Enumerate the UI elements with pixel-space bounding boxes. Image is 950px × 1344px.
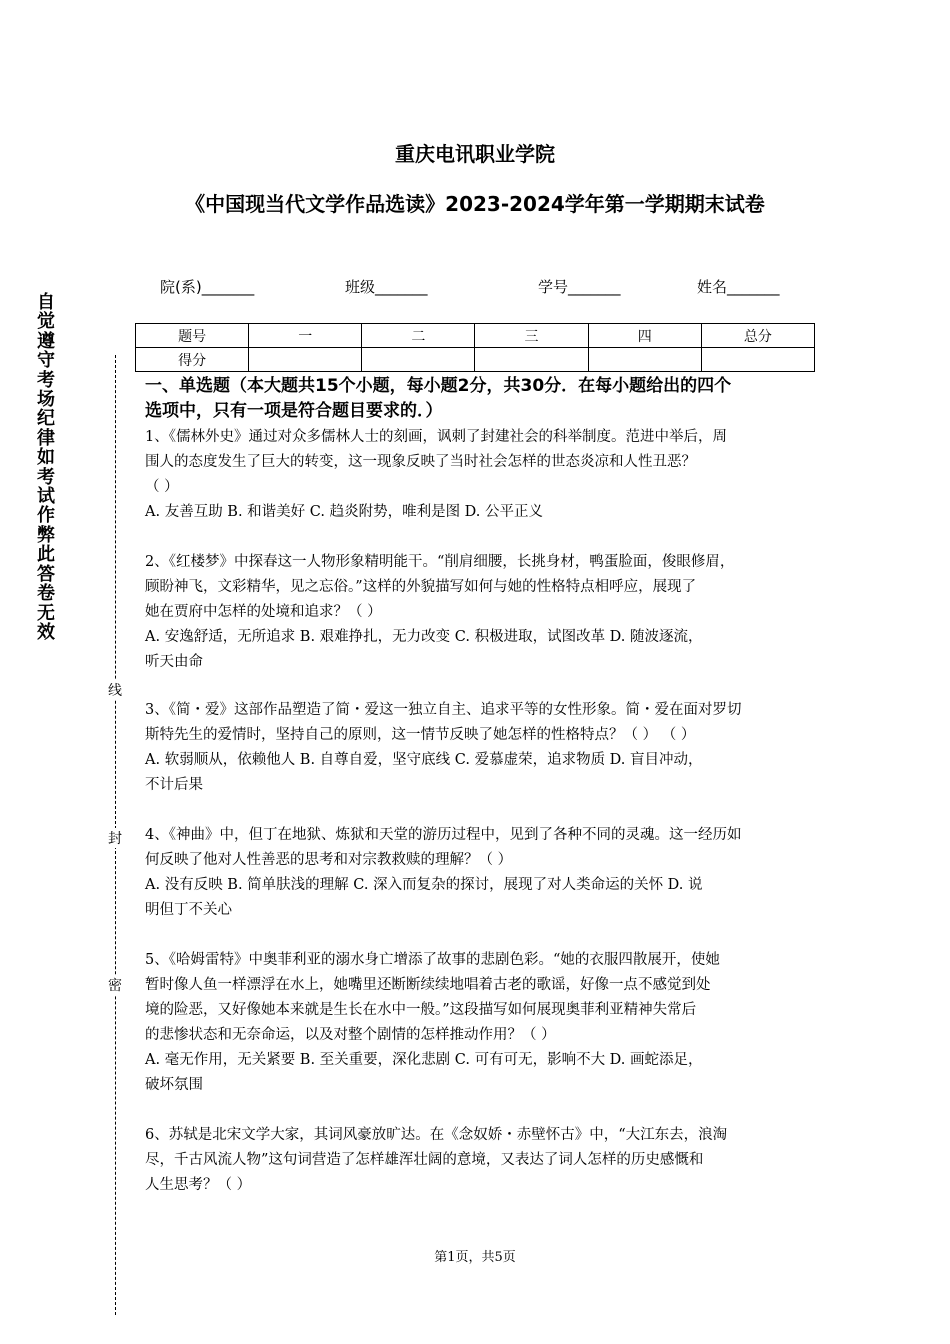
header-cell: 四 bbox=[588, 324, 701, 348]
name-field: 姓名_______ bbox=[697, 278, 780, 296]
exam-title: 《中国现当代文学作品选读》2023-2024学年第一学期期末试卷 bbox=[185, 192, 765, 216]
question-line: 何反映了他对人性善恶的思考和对宗教救赎的理解？（ ） bbox=[145, 852, 513, 868]
header-cell: 总分 bbox=[701, 324, 814, 348]
score-cell bbox=[249, 348, 362, 372]
binding-label-line: 线 bbox=[107, 680, 123, 700]
question-2 bbox=[145, 550, 815, 675]
score-cell bbox=[362, 348, 475, 372]
question-line: 不计后果 bbox=[145, 777, 203, 793]
student-id-field: 学号_______ bbox=[538, 278, 621, 296]
question-line: A. 软弱顺从，依赖他人 B. 自尊自爱，坚守底线 C. 爱慕虚荣，追求物质 D. 盲目冲动， bbox=[145, 752, 703, 768]
section-heading bbox=[145, 374, 825, 424]
question-line: 破坏氛围 bbox=[145, 1077, 203, 1093]
question-line: 尽，千古风流人物”这句词营造了怎样雄浑壮阔的意境，又表达了词人怎样的历史感慨和 bbox=[145, 1152, 704, 1168]
score-cell bbox=[588, 348, 701, 372]
question-line: 1、《儒林外史》通过对众多儒林人士的刻画，讽刺了封建社会的科举制度。范进中举后，周 bbox=[145, 429, 727, 445]
question-line: （ ） bbox=[145, 479, 179, 495]
dept-field: 院(系)_______ bbox=[160, 278, 255, 296]
question-4 bbox=[145, 823, 815, 923]
row-label: 得分 bbox=[136, 348, 249, 372]
question-3 bbox=[145, 698, 815, 798]
class-field: 班级_______ bbox=[345, 278, 428, 296]
score-cell bbox=[701, 348, 814, 372]
question-line: 3、《简・爱》这部作品塑造了简・爱这一独立自主、追求平等的女性形象。简・爱在面对罗切 bbox=[145, 702, 742, 718]
page-number: 第1页，共5页 bbox=[434, 1250, 516, 1265]
question-6 bbox=[145, 1123, 815, 1198]
header-cell: 题号 bbox=[136, 324, 249, 348]
school-name: 重庆电讯职业学院 bbox=[395, 142, 555, 166]
exam-notice-vertical: 自觉遵守考场纪律如考试作弊此答卷无效 bbox=[37, 292, 55, 643]
question-line: 境的险恶，又好像她本来就是生长在水中一般。”这段描写如何展现奥菲利亚精神失常后 bbox=[145, 1002, 697, 1018]
header-cell: 三 bbox=[475, 324, 588, 348]
question-line: 围人的态度发生了巨大的转变，这一现象反映了当时社会怎样的世态炎凉和人性丑恶？ bbox=[145, 454, 696, 470]
section-heading-line: 选项中，只有一项是符合题目要求的．） bbox=[145, 401, 443, 421]
binding-label-seal: 封 bbox=[107, 828, 123, 848]
score-row bbox=[136, 348, 815, 372]
question-line: 的悲惨状态和无奈命运，以及对整个剧情的怎样推动作用？（ ） bbox=[145, 1027, 556, 1043]
question-line: 顾盼神飞，文彩精华，见之忘俗。”这样的外貌描写如何与她的性格特点相呼应，展现了 bbox=[145, 579, 697, 595]
question-line: A. 友善互助 B. 和谐美好 C. 趋炎附势，唯利是图 D. 公平正义 bbox=[145, 504, 544, 520]
score-table bbox=[135, 323, 815, 372]
question-line: 4、《神曲》中，但丁在地狱、炼狱和天堂的游历过程中，见到了各种不同的灵魂。这一经历如 bbox=[145, 827, 742, 843]
question-line: 听天由命 bbox=[145, 654, 203, 670]
question-line: 5、《哈姆雷特》中奥菲利亚的溺水身亡增添了故事的悲剧色彩。“她的衣服四散展开，使她 bbox=[145, 952, 720, 968]
question-line: 她在贾府中怎样的处境和追求？（ ） bbox=[145, 604, 382, 620]
question-line: 2、《红楼梦》中探春这一人物形象精明能干。“削肩细腰，长挑身材，鸭蛋脸面，俊眼修眉， bbox=[145, 554, 735, 570]
header-cell: 二 bbox=[362, 324, 475, 348]
binding-label-secret: 密 bbox=[107, 975, 123, 995]
question-line: A. 没有反映 B. 简单肤浅的理解 C. 深入而复杂的探讨，展现了对人类命运的关怀 D. 说 bbox=[145, 877, 703, 893]
section-heading-line: 一、单选题（本大题共15个小题，每小题2分，共30分．在每小题给出的四个 bbox=[145, 376, 732, 396]
question-line: A. 毫无作用，无关紧要 B. 至关重要，深化悲剧 C. 可有可无，影响不大 D. 画蛇添足， bbox=[145, 1052, 703, 1068]
question-line: 暂时像人鱼一样漂浮在水上，她嘴里还断断续续地唱着古老的歌谣，好像一点不感觉到处 bbox=[145, 977, 711, 993]
question-line: 斯特先生的爱情时，坚持自己的原则，这一情节反映了她怎样的性格特点？（ ） （ ） bbox=[145, 727, 696, 743]
question-line: A. 安逸舒适，无所追求 B. 艰难挣扎，无力改变 C. 积极进取，试图改革 D. 随波逐流， bbox=[145, 629, 703, 645]
score-table-header bbox=[136, 324, 815, 348]
question-1 bbox=[145, 425, 815, 525]
question-line: 明但丁不关心 bbox=[145, 902, 232, 918]
score-cell bbox=[475, 348, 588, 372]
question-line: 6、苏轼是北宋文学大家，其词风豪放旷达。在《念奴娇・赤壁怀古》中，“大江东去，浪淘 bbox=[145, 1127, 728, 1143]
question-5 bbox=[145, 948, 815, 1098]
question-line: 人生思考？（ ） bbox=[145, 1177, 252, 1193]
header-cell: 一 bbox=[249, 324, 362, 348]
